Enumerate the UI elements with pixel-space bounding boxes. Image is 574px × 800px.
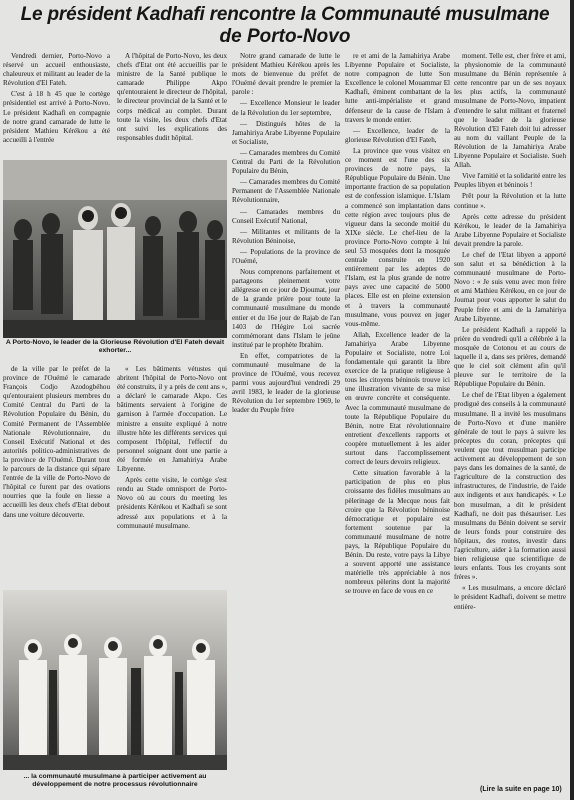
paragraph: — Populations de la province de l'Ouémé, [232,247,340,265]
photo-muslim-community [3,590,227,770]
paragraph: Vive l'amitié et la solidarité entre les Peuples libyen et béninois ! [454,172,566,190]
paragraph: — Distingués hôtes de la Jamahiriya Arabe Libyenne Populaire et Socialiste, [232,119,340,146]
column-1-bottom [3,365,110,585]
paragraph: Vendredi dernier, Porto-Novo a réservé un accueil enthousiaste, chaleureux et militant au leader de la Révolution d'El Fateh. [3,52,110,88]
column-5 [454,52,566,798]
paragraph: — Camarades membres du Conseil Exécutif National, [232,207,340,225]
paragraph: moment. Telle est, cher frère et ami, la physionomie de la communauté musulmane du Bénin représentée à cette rencontre par un de ses noyaux les plus actifs, la communauté musulmane de Porto-Novo, impatient d'entendre le salut militant et fraternel que le leader de la glorieuse Révolution d'El Fateh doit lui adresser au nom du vaillant Peuple de la Révolution de la Jamahiriya Arabe Libyenne Populaire et Socialiste. Sueh Allah. [454,52,566,170]
paragraph: de la ville par le préfet de la province de l'Ouémé le camarade François Codjo Azodogbéhou qu'entouraient plusieurs membres du Comité Central du Parti de la Révolution Populaire du Bénin, du Comité Permanent de l'Assemblée Nationale Révolutionnaire, du Conseil Exécutif National et des autorités politico-administratives de la province de l'Ouémé. Durant tout le parcours de la distance qui sépare l'entrée de la ville de Porto-Novo de l'hôpital ce furent par des ovations nourries que la foule en liesse a accueilli les deux chefs d'Etat debout dans une voiture découverte. [3,365,110,519]
paragraph: Le chef de l'Etat libyen a apporté son salut et sa bénédiction à la communauté musulmane de Porto-Novo : « Je suis venu avec mon frère et ami Mathieu Kérékou, en ce jour de Joumat pour vous apporter le salut du Peuple frère et ami de la Jamahiriya Arabe Libyenne. [454,250,566,323]
photo-kadhafi-kerekou-crowd [3,160,227,338]
paragraph: — Militantes et militants de la Révolution Béninoise, [232,227,340,245]
paragraph: « Les bâtiments vétustes qui abritent l'hôpital de Porto-Novo ont été construits, il y a près de cent ans », a déclaré le camarade Akpo. Ces bâtiments servaient à l'origine de garnison à l'armée d'occupation. Le ministre a ensuite expliqué à notre illustre hôte les différents services qui composent l'hôpital, l'effectif du personnel soignant dont une partie a été formée en Jamahiriya Arabe Libyenne. [117,365,227,474]
paragraph: Après cette adresse du président Kérékou, le leader de la Jamahiriya Arabe Libyenne Populaire et Socialiste devait prendre la parole. [454,212,566,248]
paragraph: — Camarades membres du Comité Central du Parti de la Révolution Populaire du Bénin, [232,148,340,176]
paragraph: Après cette visite, le cortège s'est rendu au Stade omnisport de Porto-Novo où au cours du meeting les présidents Kérékou et Kadhafi se sont adressé aux populations et à la communauté musulmane. [117,476,227,530]
paragraph: Allah, Excellence leader de la Jamahiriya Arabe Libyenne Populaire et Socialiste, notre Loi fondamentale qui garantit la libre exercice de la pratique religieuse à tous les citoyens béninois trouve ici une illustration vivante de sa mise en œuvre concrète et conséquente. Avec la communauté musulmane de toute la République Populaire du Bénin, notre Etat révolutionnaire entretient d'excellents rapports et coopère mutuellement à les aider surtout dans l'accomplissement correct de leurs devoirs religieux. [345,330,450,467]
paragraph: — Camarades membres du Comité Permanent de l'Assemblée Nationale Révolutionnaire, [232,178,340,205]
headline [0,0,570,50]
paragraph: En effet, compatriotes de la communauté musulmane de la province de l'Ouémé, vous recevez parmi vous aujourd'hui vendredi 29 avril 1983, le leader de la glorieuse Révolution du 1er septembre 1969, le leader du Peuple frère [232,351,340,415]
column-4 [345,52,450,798]
continued-on-page-note: (Lire la suite en page 10) [480,786,562,793]
column-1-top [3,52,110,158]
paragraph: Cette situation favorable à la participation de plus en plus croissante des fidèles musulmans au pèlerinage de la Mecque nous fait croire que la Révolution béninoise démocratique et populaire est fortement soutenue par la communauté musulmane de notre pays, la République Populaire du Bénin. Du reste, votre pays la Libye a souvent apporté une assistance matérielle très appréciable à nos nombreux pèlerins dont la majorité se trouve en face de vous en ce [345,469,450,596]
paragraph: — Excellence Monsieur le leader de la Révolution du 1er septembre, [232,99,340,117]
paragraph: Le chef de l'Etat libyen a également prodigué des conseils à la communauté musulmane. Il a invité les musulmans de Porto-Novo et d'une manière générale de tout le pays à suivre les préceptes du coran, préceptes qui veulent que tout musulman participe activement au développement de son pays dans les domaines de la santé, de l'agriculture de la construction des infrastructures, de l'industrie, de l'aide aux indigents et aux handicapés. « Le bon musulman, a dit le président Kadhafi, ne doit pas thésauriser. Les musulmans du Bénin doivent se servir de leurs fonds pour construire des hôpitaux, des routes, investir dans l'agriculture, aider à la formation aussi bien religieuse que scientifique de leurs enfants. Tous les croyants sont frères ». [454,391,566,582]
column-2-bottom [117,365,227,585]
headline-line-2: de Porto-Novo [219,26,351,47]
paragraph: re et ami de la Jamahiriya Arabe Libyenne Populaire et Socialiste, notre compagnon de lutte Son Excellence le colonel Mouammar El Kadhafi, éminent combattant de la lutte anti-impérialiste et grand défenseur de la cause de l'Islam à travers le monde entier. [345,52,450,124]
paragraph: La province que vous visitez en ce moment est l'une des six provinces de notre pays, la République Populaire du Bénin. Une importante fraction de sa population est de confession islamique. L'Islam a commencé son implantation dans cette région avec toujours plus de vigueur dans la seconde moitié du XIXe siècle. Le chef-lieu de la province Porto-Novo compte à lui seul 53 mosquées dont la mosquée centrale construite en 1920 entièrement par les adeptes de l'Islam, est la plus grande de notre pays avec une capacité de 5000 places. Elle est en pleine extension et à travers la communauté musulmane, vous pouvez en juger vous-même. [345,146,450,328]
headline-line-1: Le président Kadhafi rencontre la Communauté musulmane [20,4,550,25]
paragraph: Le président Kadhafi a rappelé la prière du vendredi qu'il a célébrée à la mosquée de Cotonou et au cours de laquelle il a, dans ses prières, demandé que le ciel soit clément afin qu'il pleuve sur le territoire de la République Populaire du Bénin. [454,325,566,389]
paragraph: A l'hôpital de Porto-Novo, les deux chefs d'Etat ont été accueillis par le ministre de la Santé publique le camarade Philippe Akpo qu'entouraient le directeur de l'hôpital, le directeur provincial de la Santé et le corps médical au complet. Durant toute la visite, les deux chefs d'Etat ont suivi les explications des responsables dudit hôpital. [117,52,227,142]
column-3 [232,52,340,798]
paragraph: C'est à 18 h 45 que le cortège présidentiel est arrivé à Porto-Novo. Le président Kadhafi en compagnie de notre grand camarade de lutte le président Mathieu Kérékou a été accueilli à l'entrée [3,90,110,144]
paragraph: Prêt pour la Révolution et la lutte continue ». [454,192,566,210]
column-2-top [117,52,227,158]
paragraph: — Excellence, leader de la glorieuse Révolution d'El Fateh, [345,126,450,144]
photo-1-caption: A Porto-Novo, le leader de la Glorieuse Révolution d'El Fateh devait exhorter... [5,339,225,355]
photo-2-caption: ... la communauté musulmane à participer activement au développement de notre processus révolutionnaire [23,773,207,789]
paragraph: Nous comprenons parfaitement et partageons pleinement votre allégresse en ce jour de Djoumat, jour de la grande prière pour toute la communauté musulmane du monde entier et du 16e jour de Rajab de l'an 1403 de l'Hégire Loi sacrée commémorant dans l'Islam le jeûne institué par le prophète Ibrahim. [232,268,340,349]
paragraph: Notre grand camarade de lutte le président Mathieu Kérékou après les mots de bienvenue du préfet de l'Ouémé devait prendre le premier la parole : [232,52,340,97]
paragraph: « Les musulmans, a encore déclaré le président Kadhafi, doivent se mettre entière- [454,584,566,611]
